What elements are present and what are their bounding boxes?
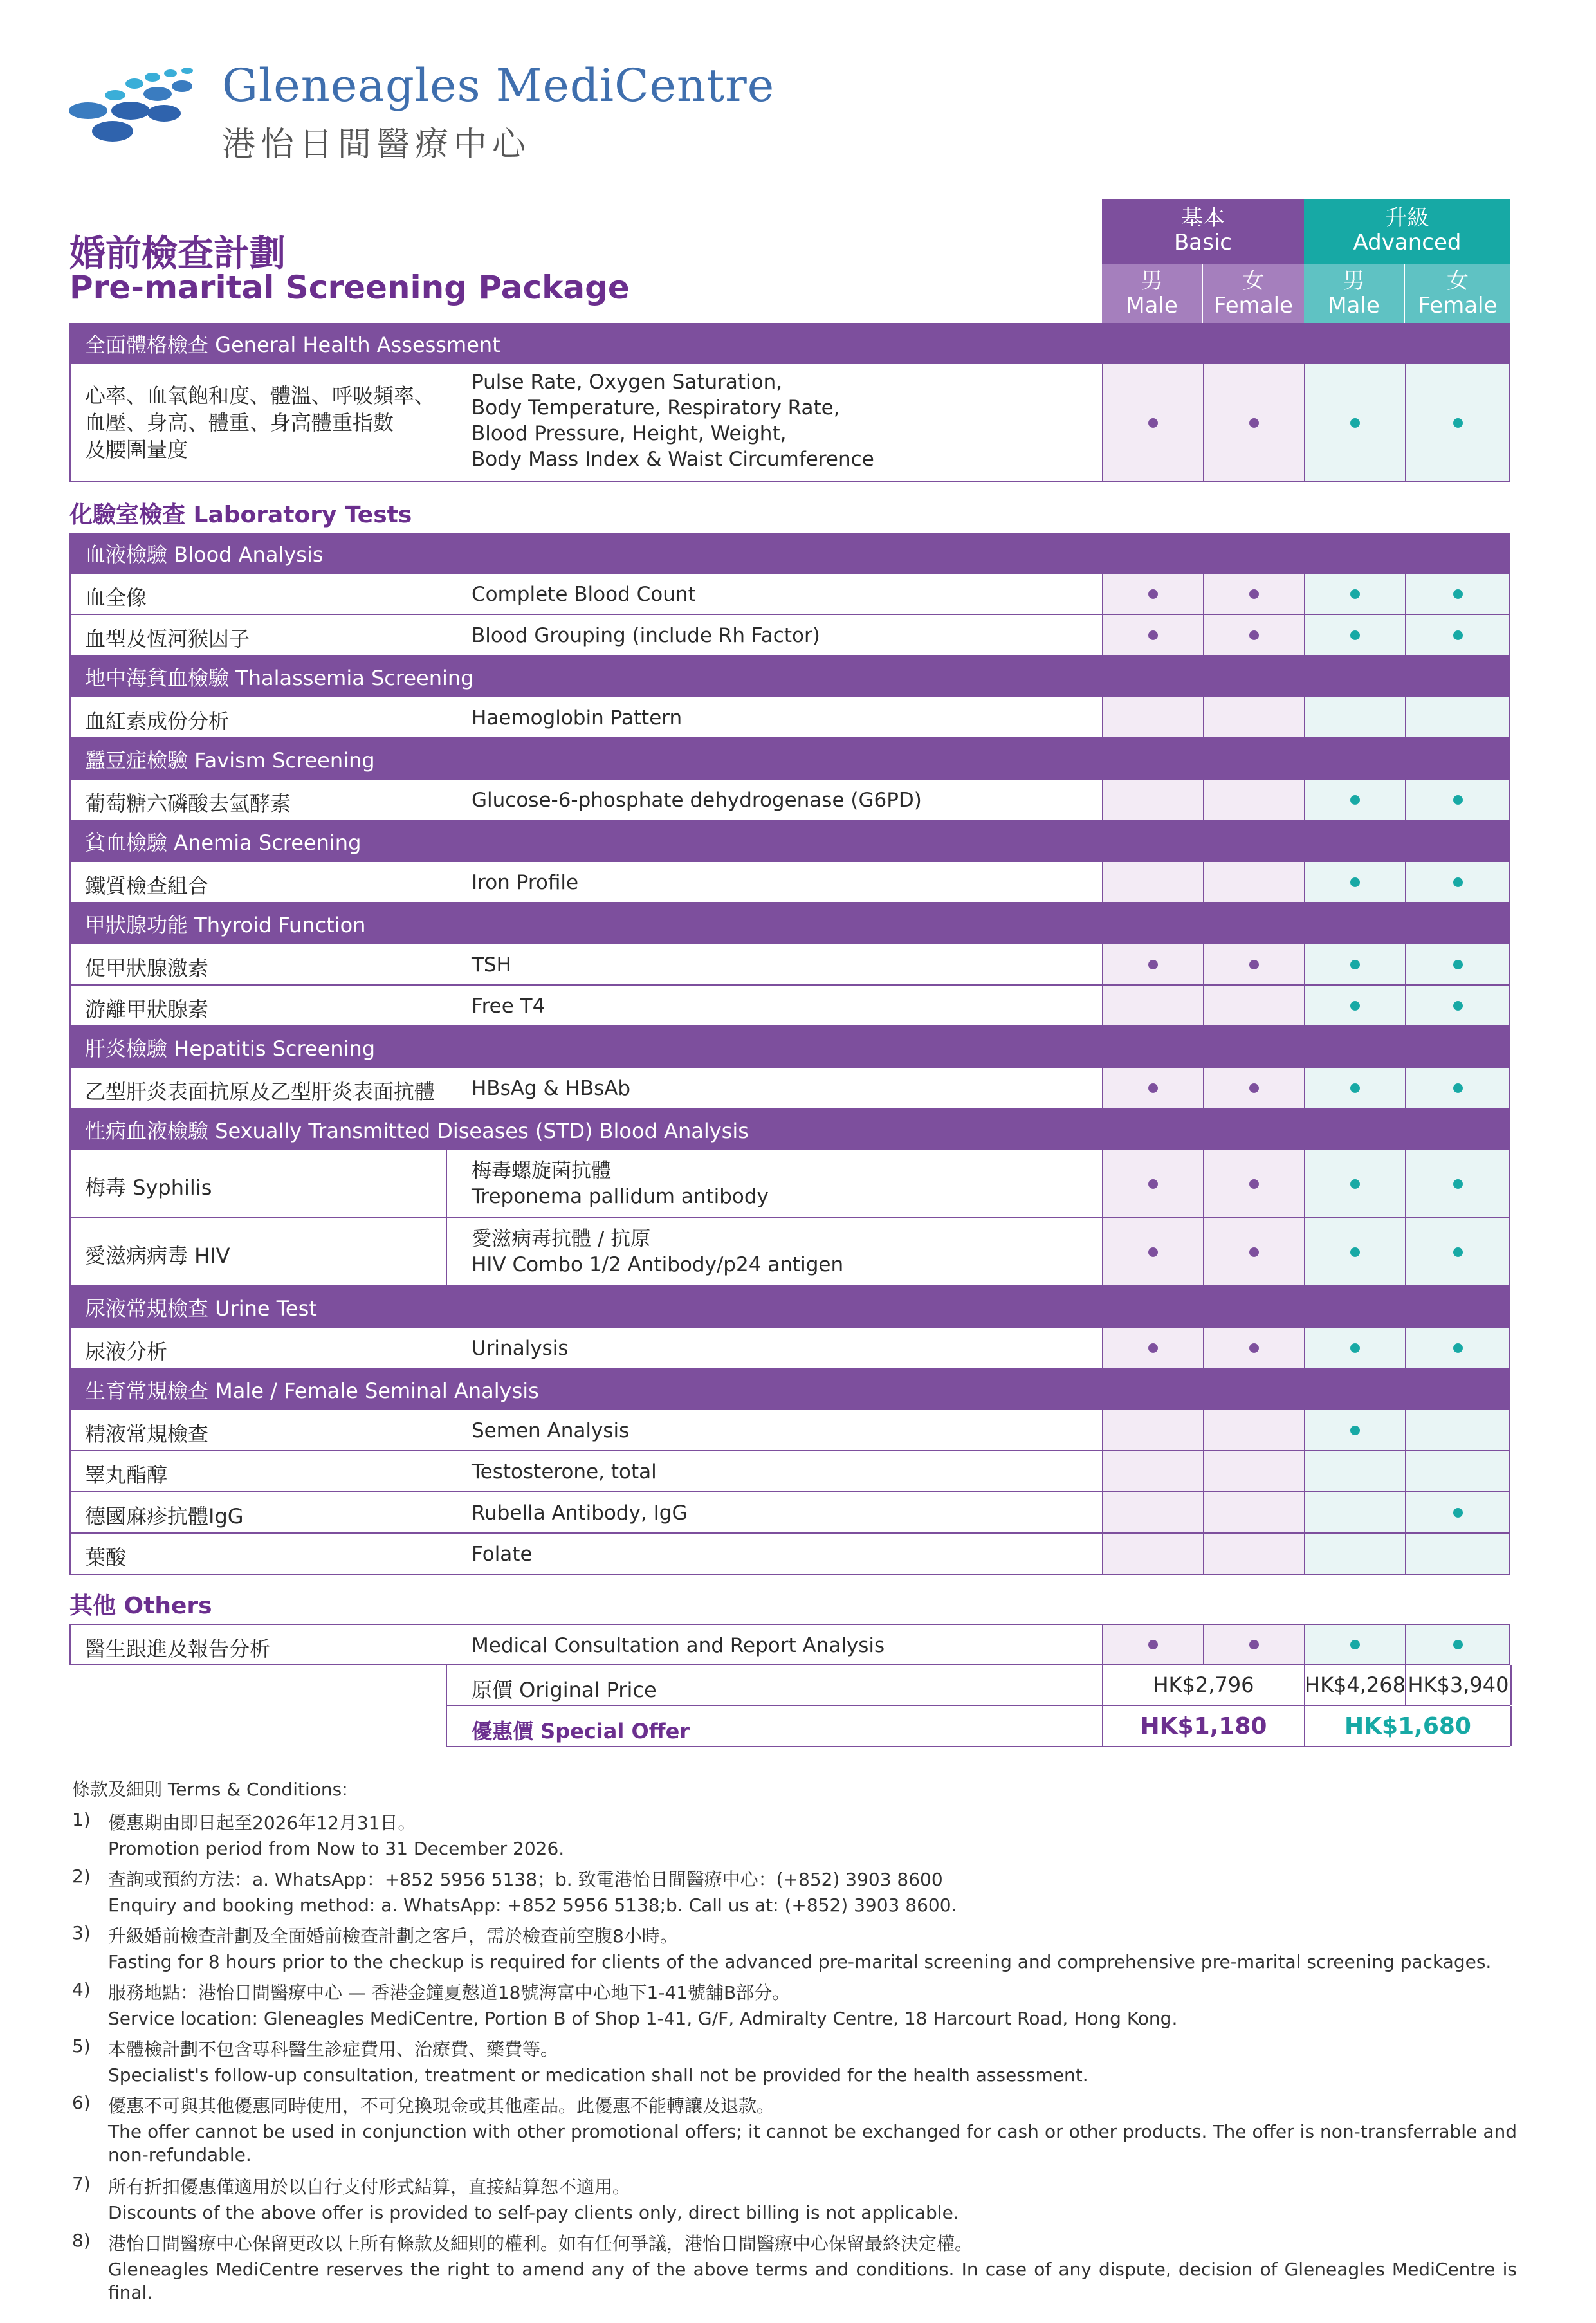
advanced-female-header	[1405, 264, 1510, 323]
term-text-en: Promotion period from Now to 31 December 2026.	[108, 1838, 565, 1859]
table-row	[69, 1328, 1510, 1369]
included-dot-icon	[1148, 589, 1158, 599]
table-row	[69, 780, 1510, 821]
section-urine: 尿液常規檢查 Urine Test	[69, 1287, 1510, 1328]
section-favism: 蠶豆症檢驗 Favism Screening	[69, 739, 1510, 780]
section-hepatitis: 肝炎檢驗 Hepatitis Screening	[69, 1027, 1510, 1068]
included-dot-icon	[1148, 960, 1158, 969]
advanced-female-cell	[1405, 574, 1510, 614]
table-row	[69, 1624, 1510, 1665]
included-dot-icon	[1453, 1179, 1463, 1189]
included-dot-icon	[1453, 1640, 1463, 1649]
included-dot-icon	[1148, 418, 1158, 428]
advanced-female-cell	[1405, 1534, 1510, 1574]
term-number: 2)	[72, 1866, 91, 1887]
basic-original-price: HK$2,796	[1102, 1665, 1304, 1705]
basic-offer-price: HK$1,180	[1102, 1706, 1304, 1746]
basic-male-cell	[1102, 1328, 1203, 1368]
included-dot-icon	[1249, 418, 1259, 428]
row-label-en: Free T4	[472, 995, 546, 1018]
term-text-en: Gleneagles MediCentre reserves the right to amend any of the above terms and conditions. In case of any dispute, decision of Gleneagles MediCentre is final.	[108, 2259, 1517, 2303]
row-label-zh: 乙型肝炎表面抗原及乙型肝炎表面抗體	[85, 1079, 436, 1104]
term-number: 8)	[72, 2230, 91, 2251]
male-en: Male	[1328, 293, 1380, 318]
term-text-en: Discounts of the above offer is provided to self-pay clients only, direct billing is not applicable.	[108, 2202, 959, 2223]
row-label-zh: 醫生跟進及報告分析	[85, 1637, 271, 1661]
advanced-male-original-price: HK$4,268	[1304, 1665, 1405, 1705]
row-label-zh: 血壓、身高、體重、身高體重指數	[85, 410, 394, 435]
row-label-en: Body Mass Index & Waist Circumference	[472, 448, 874, 471]
basic-female-cell	[1203, 1150, 1304, 1217]
advanced-female-cell	[1405, 364, 1510, 481]
included-dot-icon	[1453, 877, 1463, 887]
advanced-male-cell	[1304, 944, 1405, 984]
basic-female-cell	[1203, 986, 1304, 1025]
included-dot-icon	[1148, 1343, 1158, 1353]
row-label-zh: 游離甲狀腺素	[85, 997, 209, 1022]
basic-male-cell	[1102, 1625, 1203, 1664]
table-row	[69, 1068, 1510, 1109]
row-label-zh: 血全像	[85, 585, 147, 610]
basic-male-cell	[1102, 1068, 1203, 1108]
included-dot-icon	[1148, 1640, 1158, 1649]
section-blood: 血液檢驗 Blood Analysis	[69, 533, 1510, 574]
basic-male-cell	[1102, 986, 1203, 1025]
row-label-zh: 及腰圍量度	[85, 437, 188, 462]
advanced-female-cell	[1405, 862, 1510, 902]
included-dot-icon	[1350, 1343, 1360, 1353]
included-dot-icon	[1148, 1083, 1158, 1093]
basic-male-cell	[1102, 944, 1203, 984]
included-dot-icon	[1453, 795, 1463, 805]
advanced-male-cell	[1304, 1150, 1405, 1217]
included-dot-icon	[1249, 1083, 1259, 1093]
basic-female-cell	[1203, 364, 1304, 481]
advanced-male-cell	[1304, 1625, 1405, 1664]
included-dot-icon	[1148, 1247, 1158, 1257]
row-label-en: Iron Profile	[472, 871, 579, 894]
basic-column-header	[1102, 199, 1304, 264]
basic-male-cell	[1102, 1150, 1203, 1217]
included-dot-icon	[1350, 630, 1360, 640]
term-text-zh: 港怡日間醫療中心保留更改以上所有條款及細則的權利。如有任何爭議，港怡日間醫療中心保留最終決定權。	[108, 2233, 973, 2254]
advanced-male-cell	[1304, 1534, 1405, 1574]
table-row	[69, 944, 1510, 986]
included-dot-icon	[1249, 960, 1259, 969]
terms-heading: 條款及細則 Terms & Conditions:	[72, 1779, 348, 1800]
advanced-offer-price: HK$1,680	[1304, 1706, 1512, 1746]
term-number: 1)	[72, 1809, 91, 1830]
others-heading: 其他 Others	[69, 1593, 212, 1619]
row-label-en: Pulse Rate, Oxygen Saturation,	[472, 371, 783, 394]
included-dot-icon	[1350, 1179, 1360, 1189]
row-label-en: Rubella Antibody, IgG	[472, 1501, 688, 1525]
row-label-zh: 尿液分析	[85, 1339, 168, 1364]
table-row	[69, 697, 1510, 739]
basic-male-cell	[1102, 862, 1203, 902]
row-label-zh-detail: 愛滋病毒抗體 / 抗原	[472, 1227, 651, 1251]
row-label-en: Blood Grouping (include Rh Factor)	[472, 624, 820, 647]
advanced-female-cell	[1405, 1410, 1510, 1450]
term-text-zh: 所有折扣優惠僅適用於以自行支付形式結算，直接結算恕不適用。	[108, 2176, 631, 2198]
included-dot-icon	[1350, 1426, 1360, 1435]
included-dot-icon	[1350, 877, 1360, 887]
female-zh: 女	[1447, 268, 1469, 294]
advanced-male-header	[1304, 264, 1405, 323]
row-label-zh: 葉酸	[85, 1545, 127, 1570]
advanced-male-cell	[1304, 697, 1405, 737]
included-dot-icon	[1453, 960, 1463, 969]
included-dot-icon	[1350, 1001, 1360, 1011]
included-dot-icon	[1350, 1083, 1360, 1093]
basic-female-cell	[1203, 1625, 1304, 1664]
special-offer-label: 優惠價 Special Offer	[472, 1719, 690, 1743]
included-dot-icon	[1350, 1247, 1360, 1257]
table-row	[69, 1410, 1510, 1451]
row-label-en: Blood Pressure, Height, Weight,	[472, 422, 787, 445]
advanced-female-cell	[1405, 780, 1510, 820]
female-zh: 女	[1242, 268, 1265, 294]
term-number: 6)	[72, 2092, 91, 2113]
basic-male-cell	[1102, 615, 1203, 655]
advanced-label-zh: 升級	[1385, 205, 1429, 231]
row-label-en: Haemoglobin Pattern	[472, 706, 683, 730]
advanced-female-cell	[1405, 1068, 1510, 1108]
gleneagles-logo	[68, 64, 203, 148]
basic-female-cell	[1203, 944, 1304, 984]
advanced-male-cell	[1304, 615, 1405, 655]
included-dot-icon	[1350, 960, 1360, 969]
table-row	[69, 1218, 1510, 1287]
advanced-male-cell	[1304, 862, 1405, 902]
advanced-male-cell	[1304, 1492, 1405, 1532]
basic-female-cell	[1203, 574, 1304, 614]
advanced-female-cell	[1405, 1150, 1510, 1217]
term-text-zh: 優惠不可與其他優惠同時使用，不可兌換現金或其他產品。此優惠不能轉讓及退款。	[108, 2095, 775, 2116]
row-label-zh: 睪丸酯醇	[85, 1463, 168, 1487]
table-row	[69, 986, 1510, 1027]
included-dot-icon	[1453, 1247, 1463, 1257]
row-label-zh: 心率、血氧飽和度、體溫、呼吸頻率、	[85, 383, 436, 408]
basic-female-cell	[1203, 615, 1304, 655]
row-label-zh: 血型及恆河猴因子	[85, 627, 250, 651]
row-label-zh: 促甲狀腺激素	[85, 956, 209, 980]
advanced-female-cell	[1405, 986, 1510, 1025]
included-dot-icon	[1350, 418, 1360, 428]
included-dot-icon	[1453, 1083, 1463, 1093]
basic-female-cell	[1203, 1492, 1304, 1532]
included-dot-icon	[1453, 418, 1463, 428]
table-row	[69, 1150, 1510, 1218]
included-dot-icon	[1350, 795, 1360, 805]
basic-male-cell	[1102, 1451, 1203, 1491]
term-text-en: The offer cannot be used in conjunction with other promotional offers; it cannot be exchanged for cash or other products. The offer is non-transferrable and non-refundable.	[108, 2121, 1517, 2165]
advanced-male-cell	[1304, 1451, 1405, 1491]
advanced-female-original-price: HK$3,940	[1405, 1665, 1512, 1705]
male-zh: 男	[1141, 268, 1163, 294]
original-price-label: 原價 Original Price	[472, 1678, 657, 1702]
table-row	[69, 574, 1510, 615]
basic-male-header	[1102, 264, 1203, 323]
advanced-female-cell	[1405, 615, 1510, 655]
included-dot-icon	[1453, 1343, 1463, 1353]
row-label-zh: 愛滋病病毒 HIV	[85, 1244, 230, 1268]
advanced-female-cell	[1405, 1218, 1510, 1285]
advanced-female-cell	[1405, 1492, 1510, 1532]
row-label-en: HIV Combo 1/2 Antibody/p24 antigen	[472, 1253, 844, 1276]
row-label-zh: 鐵質檢查組合	[85, 874, 209, 898]
row-label-en: TSH	[472, 953, 511, 977]
table-row	[69, 1451, 1510, 1492]
advanced-male-cell	[1304, 986, 1405, 1025]
basic-female-cell	[1203, 1534, 1304, 1574]
basic-male-cell	[1102, 697, 1203, 737]
row-label-en: Urinalysis	[472, 1337, 569, 1360]
basic-male-cell	[1102, 1218, 1203, 1285]
included-dot-icon	[1249, 1343, 1259, 1353]
table-row	[69, 1492, 1510, 1534]
advanced-male-cell	[1304, 364, 1405, 481]
term-text-zh: 升級婚前檢查計劃及全面婚前檢查計劃之客戶，需於檢查前空腹8小時。	[108, 1925, 678, 1947]
row-label-en: Folate	[472, 1543, 533, 1566]
advanced-male-cell	[1304, 1328, 1405, 1368]
basic-female-cell	[1203, 862, 1304, 902]
basic-male-cell	[1102, 364, 1203, 481]
original-price-row	[446, 1665, 1510, 1706]
table-row	[69, 862, 1510, 903]
basic-male-cell	[1102, 1534, 1203, 1574]
term-text-zh: 優惠期由即日起至2026年12月31日。	[108, 1812, 416, 1833]
row-label-en: Complete Blood Count	[472, 583, 696, 606]
special-offer-row	[446, 1706, 1510, 1747]
brand-name-en: Gleneagles MediCentre	[222, 59, 775, 112]
term-text-en: Service location: Gleneagles MediCentre, Portion B of Shop 1-41, G/F, Admiralty Centre, 18 Harcourt Road, Hong Kong.	[108, 2008, 1178, 2029]
included-dot-icon	[1249, 1179, 1259, 1189]
page-title-en: Pre-marital Screening Package	[69, 269, 630, 306]
page-title-zh: 婚前檢查計劃	[69, 233, 286, 275]
basic-male-cell	[1102, 780, 1203, 820]
row-label-en: Body Temperature, Respiratory Rate,	[472, 396, 840, 419]
term-text-en: Specialist's follow-up consultation, treatment or medication shall not be provided for the health assessment.	[108, 2064, 1088, 2086]
term-text-zh: 服務地點：港怡日間醫療中心 — 香港金鐘夏慤道18號海富中心地下1-41號舖B部分。	[108, 1982, 791, 2003]
section-thyroid: 甲狀腺功能 Thyroid Function	[69, 903, 1510, 944]
basic-female-header	[1203, 264, 1304, 323]
included-dot-icon	[1249, 630, 1259, 640]
basic-female-cell	[1203, 1218, 1304, 1285]
term-number: 4)	[72, 1979, 91, 2000]
included-dot-icon	[1350, 589, 1360, 599]
included-dot-icon	[1249, 589, 1259, 599]
term-text-zh: 本體檢計劃不包含專科醫生診症費用、治療費、藥費等。	[108, 2039, 559, 2060]
term-number: 5)	[72, 2035, 91, 2057]
included-dot-icon	[1148, 1179, 1158, 1189]
row-label-zh: 精液常規檢查	[85, 1422, 209, 1446]
advanced-column-header	[1304, 199, 1510, 264]
section-seminal: 生育常規檢查 Male / Female Seminal Analysis	[69, 1369, 1510, 1410]
basic-male-cell	[1102, 1410, 1203, 1450]
included-dot-icon	[1453, 589, 1463, 599]
section-general: 全面體格檢查 General Health Assessment	[69, 323, 1510, 364]
included-dot-icon	[1453, 1001, 1463, 1011]
row-label-en: HBsAg & HBsAb	[472, 1077, 631, 1100]
row-label-en: Semen Analysis	[472, 1419, 630, 1442]
row-label-zh-detail: 梅毒螺旋菌抗體	[472, 1159, 611, 1182]
table-row	[69, 364, 1510, 482]
advanced-label-en: Advanced	[1353, 230, 1462, 255]
included-dot-icon	[1453, 630, 1463, 640]
row-label-en: Treponema pallidum antibody	[472, 1185, 769, 1208]
term-text-en: Fasting for 8 hours prior to the checkup is required for clients of the advanced pre-marital screening and comprehensive pre-marital screening packages.	[108, 1951, 1492, 1972]
lab-tests-heading: 化驗室檢查 Laboratory Tests	[69, 502, 412, 528]
term-number: 7)	[72, 2173, 91, 2194]
table-row	[69, 615, 1510, 656]
included-dot-icon	[1249, 1640, 1259, 1649]
basic-label-en: Basic	[1173, 230, 1232, 255]
included-dot-icon	[1453, 1508, 1463, 1518]
included-dot-icon	[1249, 1247, 1259, 1257]
row-label-zh: 葡萄糖六磷酸去氫酵素	[85, 791, 291, 816]
advanced-female-cell	[1405, 1451, 1510, 1491]
brand-name-zh: 港怡日間醫療中心	[222, 125, 531, 164]
row-label-zh: 德國麻疹抗體IgG	[85, 1504, 244, 1529]
included-dot-icon	[1350, 1640, 1360, 1649]
table-row	[69, 1534, 1510, 1575]
advanced-male-cell	[1304, 574, 1405, 614]
advanced-female-cell	[1405, 697, 1510, 737]
advanced-male-cell	[1304, 780, 1405, 820]
advanced-male-cell	[1304, 1410, 1405, 1450]
term-text-zh: 查詢或預約方法：a. WhatsApp：+852 5956 5138；b. 致電港怡日間醫療中心：(+852) 3903 8600	[108, 1869, 943, 1890]
basic-female-cell	[1203, 1410, 1304, 1450]
basic-female-cell	[1203, 1451, 1304, 1491]
section-std: 性病血液檢驗 Sexually Transmitted Diseases (STD) Blood Analysis	[69, 1109, 1510, 1150]
section-thalassemia: 地中海貧血檢驗 Thalassemia Screening	[69, 656, 1510, 697]
row-label-en: Medical Consultation and Report Analysis	[472, 1634, 885, 1657]
term-text-en: Enquiry and booking method: a. WhatsApp: +852 5956 5138;b. Call us at: (+852) 3903 8600.	[108, 1895, 957, 1916]
basic-male-cell	[1102, 1492, 1203, 1532]
basic-label-zh: 基本	[1181, 205, 1225, 231]
male-zh: 男	[1343, 268, 1365, 294]
basic-female-cell	[1203, 780, 1304, 820]
row-label-zh: 血紅素成份分析	[85, 709, 230, 733]
included-dot-icon	[1148, 630, 1158, 640]
row-label-en: Glucose-6-phosphate dehydrogenase (G6PD)	[472, 789, 922, 812]
basic-female-cell	[1203, 697, 1304, 737]
term-number: 3)	[72, 1922, 91, 1943]
male-en: Male	[1126, 293, 1178, 318]
basic-female-cell	[1203, 1328, 1304, 1368]
female-en: Female	[1214, 293, 1293, 318]
row-label-zh: 梅毒 Syphilis	[85, 1175, 212, 1200]
advanced-female-cell	[1405, 944, 1510, 984]
advanced-female-cell	[1405, 1328, 1510, 1368]
advanced-female-cell	[1405, 1625, 1510, 1664]
section-anemia: 貧血檢驗 Anemia Screening	[69, 821, 1510, 862]
basic-female-cell	[1203, 1068, 1304, 1108]
basic-male-cell	[1102, 574, 1203, 614]
advanced-male-cell	[1304, 1068, 1405, 1108]
female-en: Female	[1418, 293, 1498, 318]
advanced-male-cell	[1304, 1218, 1405, 1285]
row-label-en: Testosterone, total	[472, 1460, 657, 1483]
